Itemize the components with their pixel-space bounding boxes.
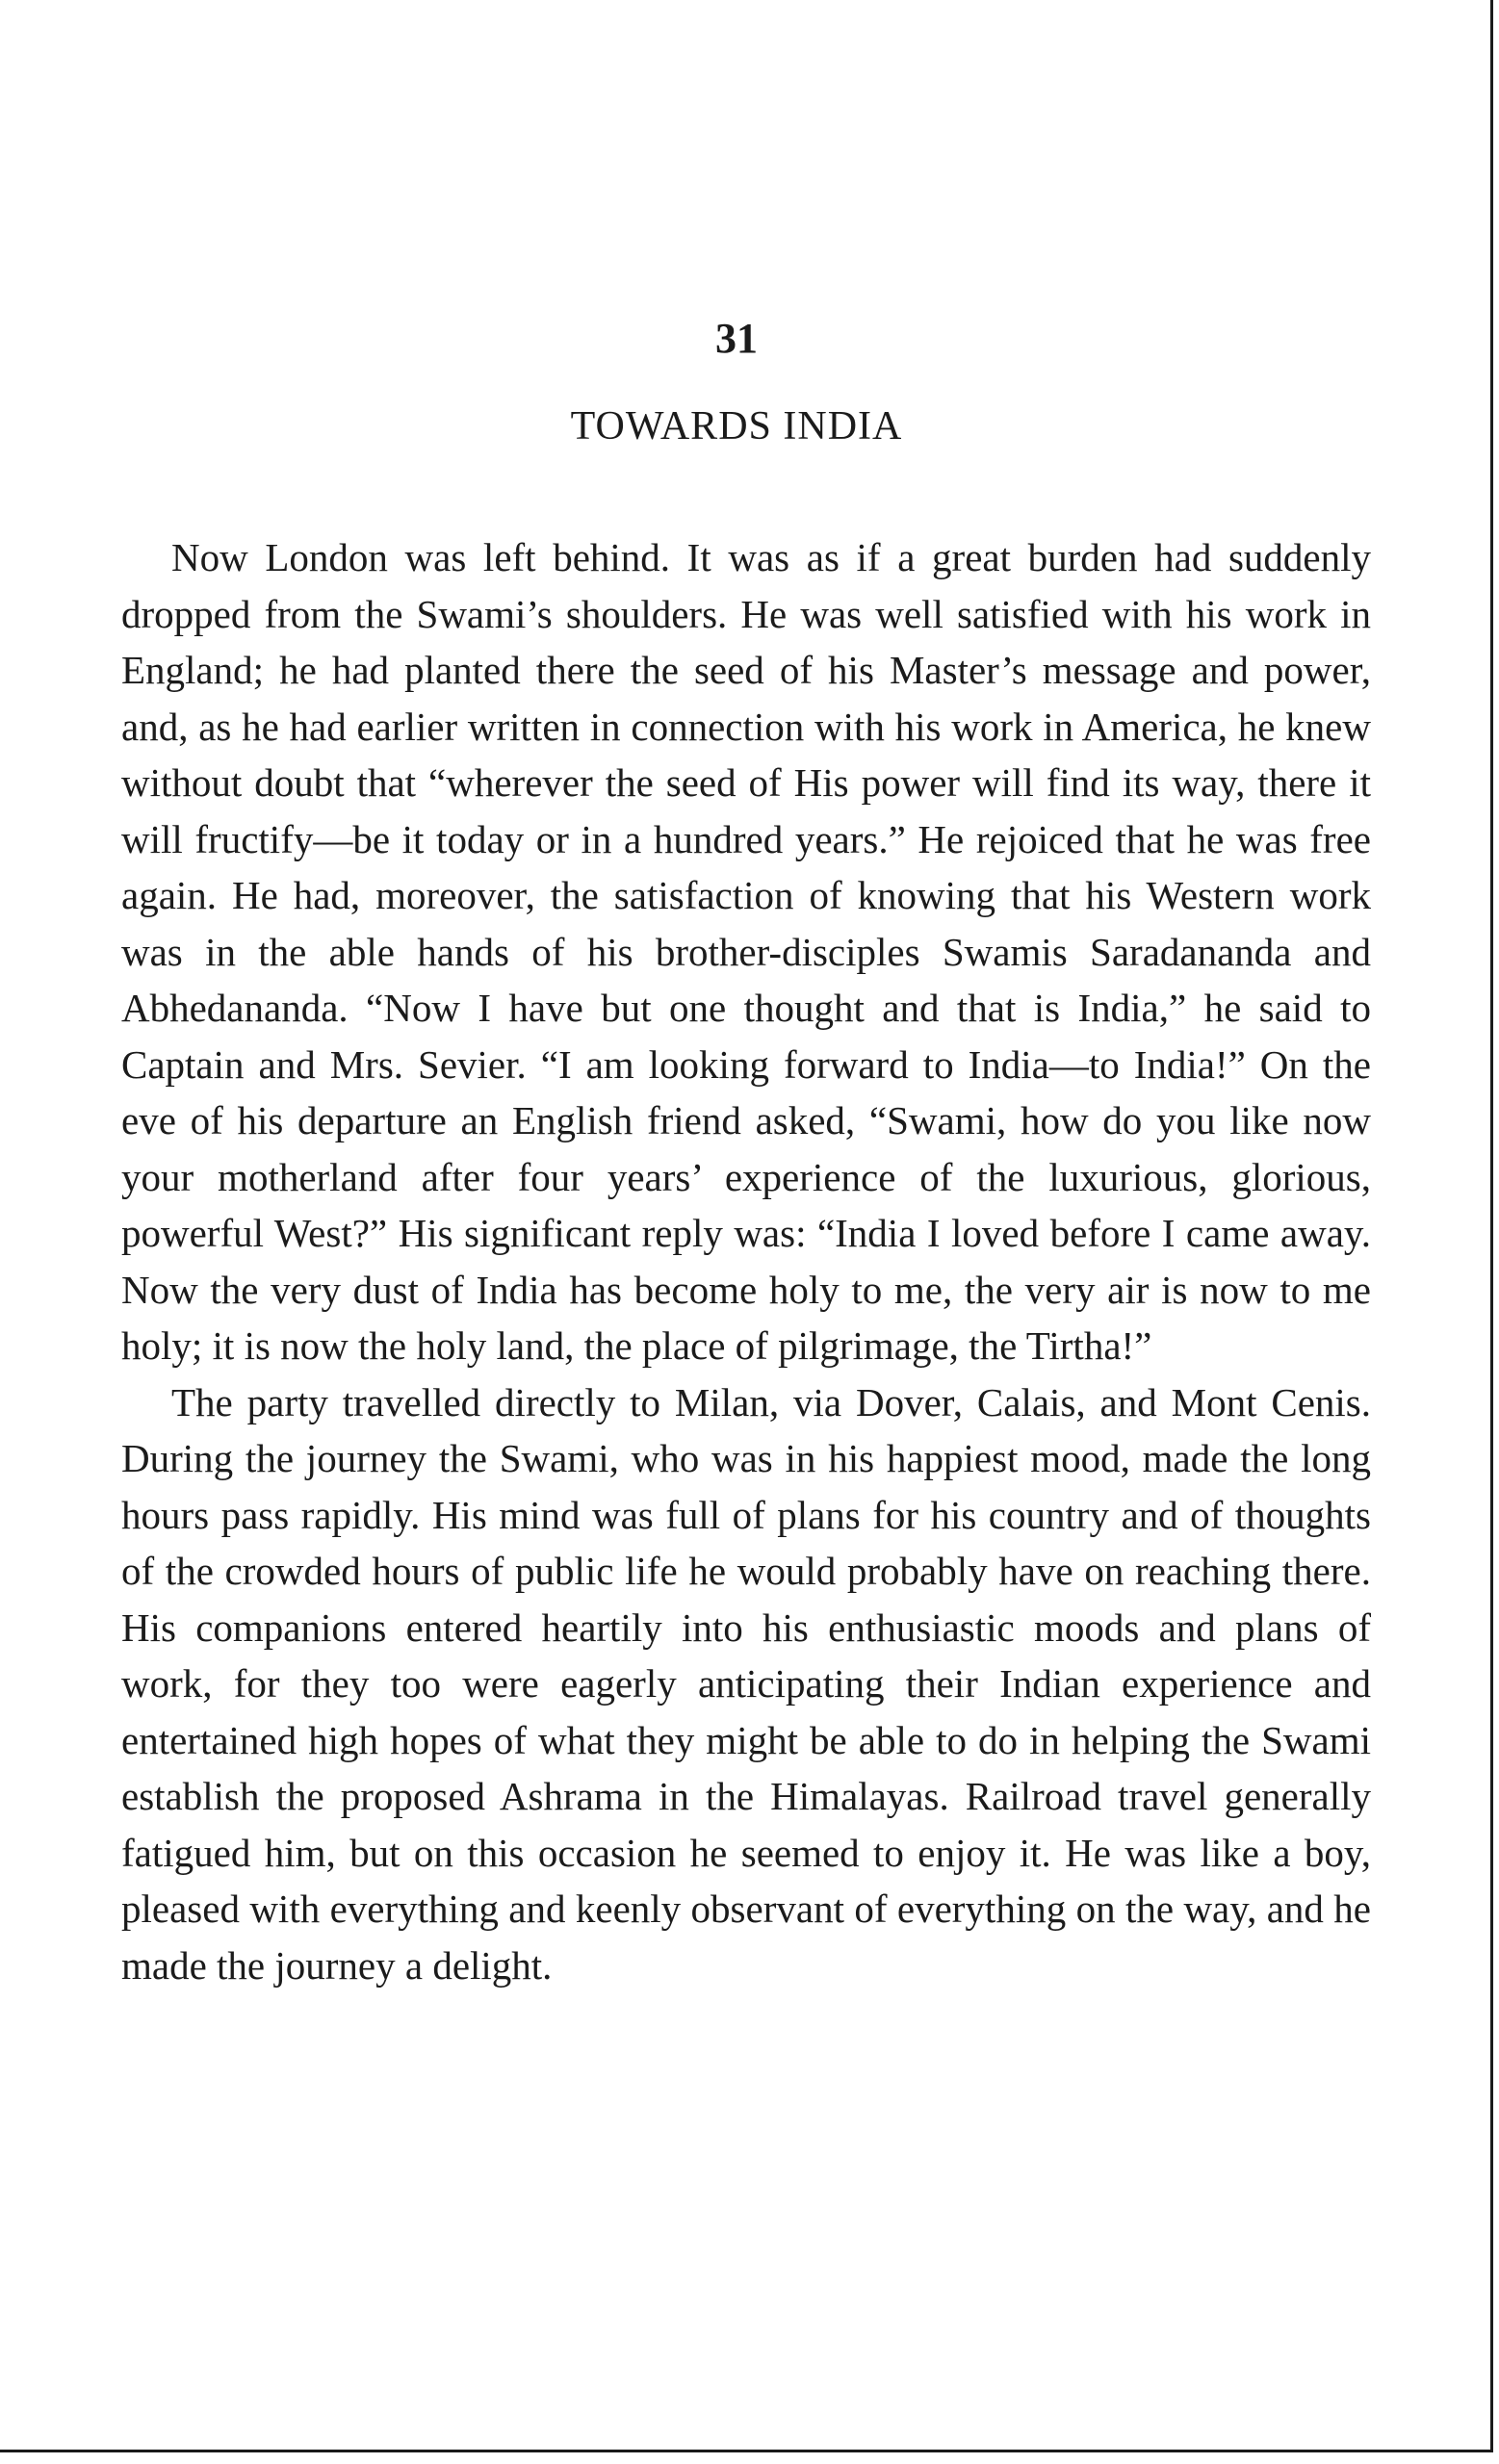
chapter-title: TOWARDS INDIA	[570, 404, 903, 449]
chapter-number: 31	[715, 315, 758, 362]
paragraph-1: Now London was left behind. It was as if a great burden had suddenly dropped from the Swami’s shoulders. He was well satisfied with his work in England; he had planted there the seed of his Master’s message and power, and, as he had earlier written in connection with his work in America, he knew without doubt that “wherever the seed of His power will find its way, there it will fructify—be it today or in a hundred years.” He rejoiced that he was free again. He had, moreover, the satisfaction of knowing that his Western work was in the able hands of his brother-disciples Swamis Saradananda and Abhedananda. “Now I have but one thought and that is India,” he said to Captain and Mrs. Sevier. “I am looking forward to India—to India!” On the eve of his departure an English friend asked, “Swami, how do you like now your motherland after four years’ experience of the luxurious, glorious, powerful West?” His significant reply was: “India I loved before I came away. Now the very dust of India has become holy to me, the very air is now to me holy; it is now the holy land, the place of pilgrimage, the Tirtha!”	[121, 535, 1371, 1368]
chapter-body	[121, 529, 1371, 1993]
paragraph-2: The party travelled directly to Milan, via Dover, Calais, and Mont Cenis. During the journey the Swami, who was in his happiest mood, made the long hours pass rapidly. His mind was full of plans for his country and of thoughts of the crowded hours of public life he would probably have on reaching there. His companions entered heartily into his enthusiastic moods and plans of work, for they too were eagerly anticipating their Indian experience and entertained high hopes of what they might be able to do in helping the Swami establish the proposed Ashrama in the Himalayas. Railroad travel generally fatigued him, but on this occasion he seemed to enjoy it. He was like a boy, pleased with everything and keenly observant of everything on the way, and he made the journey a delight.	[121, 1379, 1371, 1988]
